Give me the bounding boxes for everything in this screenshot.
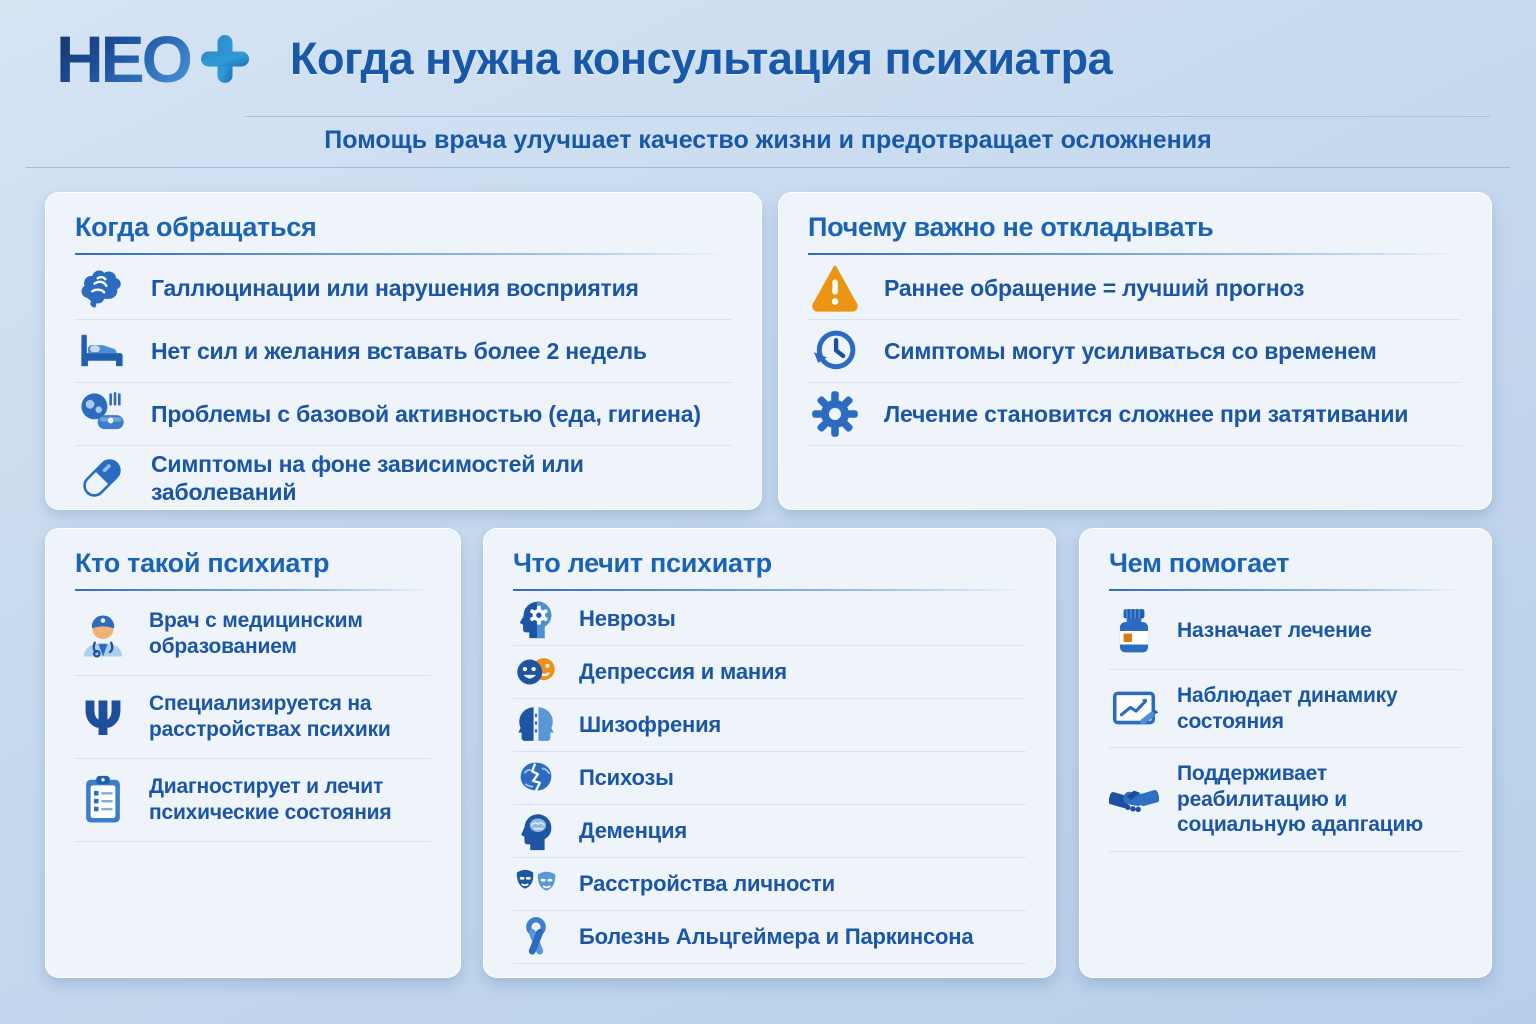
medical-plus-icon [196,30,254,88]
logo-text: НЕО [56,22,191,96]
clipboard-icon [75,772,131,828]
chart-icon [1109,684,1159,734]
list-item-label: Назначает лечение [1177,619,1372,643]
head-gear-icon [513,596,559,642]
list-item [513,911,1026,964]
card-how-helps [1079,528,1492,978]
list-item [513,593,1026,646]
psi-icon [75,689,131,745]
split-head-icon [513,702,559,748]
list-item-label: Лечение становится сложнее при затятивании [884,400,1409,427]
bed-icon [75,324,129,378]
brain-crack-icon [513,755,559,801]
card-title: Что лечит психиатр [513,548,772,578]
head-brain-icon [513,808,559,854]
list-item [808,320,1462,383]
doctor-icon [75,606,131,662]
list-item [75,593,431,676]
list-item [75,759,431,842]
list-item-label: Специализируется на расстройствах психики [149,692,391,741]
brain-icon [75,261,129,315]
card-title-underline [75,589,431,591]
card-title-underline [808,253,1462,255]
list-item-label: Деменция [579,817,687,843]
list-item-label: Галлюцинации или нарушения восприятия [151,274,639,301]
list-item [1109,748,1462,852]
card-title-underline [1109,589,1462,591]
logo [56,22,254,96]
list-item [513,805,1026,858]
list-item [1109,593,1462,670]
card-title: Почему важно не откладывать [808,212,1214,242]
card-title: Кто такой психиатр [75,548,330,578]
card-title-underline [75,253,732,255]
warning-icon [808,261,862,315]
list-item-label: Неврозы [579,605,676,631]
list-item-label: Шизофрения [579,711,722,737]
meal-icon [75,387,129,441]
list-item-label: Расстройства личности [579,870,835,896]
card-title: Когда обращаться [75,212,317,242]
list-item-label: Диагностирует и лечит психические состояния [149,775,392,824]
handshake-icon [1109,775,1159,825]
list-item-label: Проблемы с базовой активностью (еда, гигиена) [151,400,701,427]
clock-history-icon [808,324,862,378]
list-item [513,752,1026,805]
subtitle-divider [26,167,1510,168]
list-item-label: Врач с медицинским образованием [149,609,363,658]
masks-icon [513,861,559,907]
card-title: Чем помогает [1109,548,1290,578]
list-item-label: Депрессия и мания [579,658,787,684]
card-title-underline [513,589,1026,591]
ribbon-icon [513,914,559,960]
medicine-bottle-icon [1109,606,1159,656]
pill-icon [75,451,129,505]
list-item [75,446,732,510]
page-subtitle: Помощь врача улучшает качество жизни и предотвращает осложнения [324,126,1212,154]
list-item-label: Симптомы на фоне зависимостей или заболеваний [151,451,584,506]
header-divider [245,116,1490,117]
card-what-psychiatrist-treats [483,528,1056,978]
header [0,0,1536,118]
list-item-label: Болезнь Альцгеймера и Паркинсона [579,923,974,949]
mood-faces-icon [513,649,559,695]
list-item-label: Нет сил и желания вставать более 2 недель [151,337,647,364]
gear-icon [808,387,862,441]
list-item [808,383,1462,446]
list-item [75,257,732,320]
list-item-label: Раннее обращение = лучший прогноз [884,274,1305,301]
svg-text:Ψ: Ψ [82,692,124,744]
card-who-is-psychiatrist [45,528,461,978]
list-item [75,676,431,759]
card-why-not-delay [778,192,1492,510]
list-item [808,257,1462,320]
list-item [513,858,1026,911]
list-item [513,699,1026,752]
list-item [513,646,1026,699]
page-title: Когда нужна консультация психиатра [290,33,1113,84]
list-item-label: Симптомы могут усиливаться со временем [884,337,1377,364]
list-item [75,383,732,446]
card-when-to-seek [45,192,762,510]
list-item [75,320,732,383]
list-item-label: Психозы [579,764,674,790]
list-item-label: Наблюдает динамику состояния [1177,684,1398,733]
list-item-label: Поддерживает реабилитацию и социальную адапгацию [1177,762,1423,837]
list-item [1109,670,1462,748]
